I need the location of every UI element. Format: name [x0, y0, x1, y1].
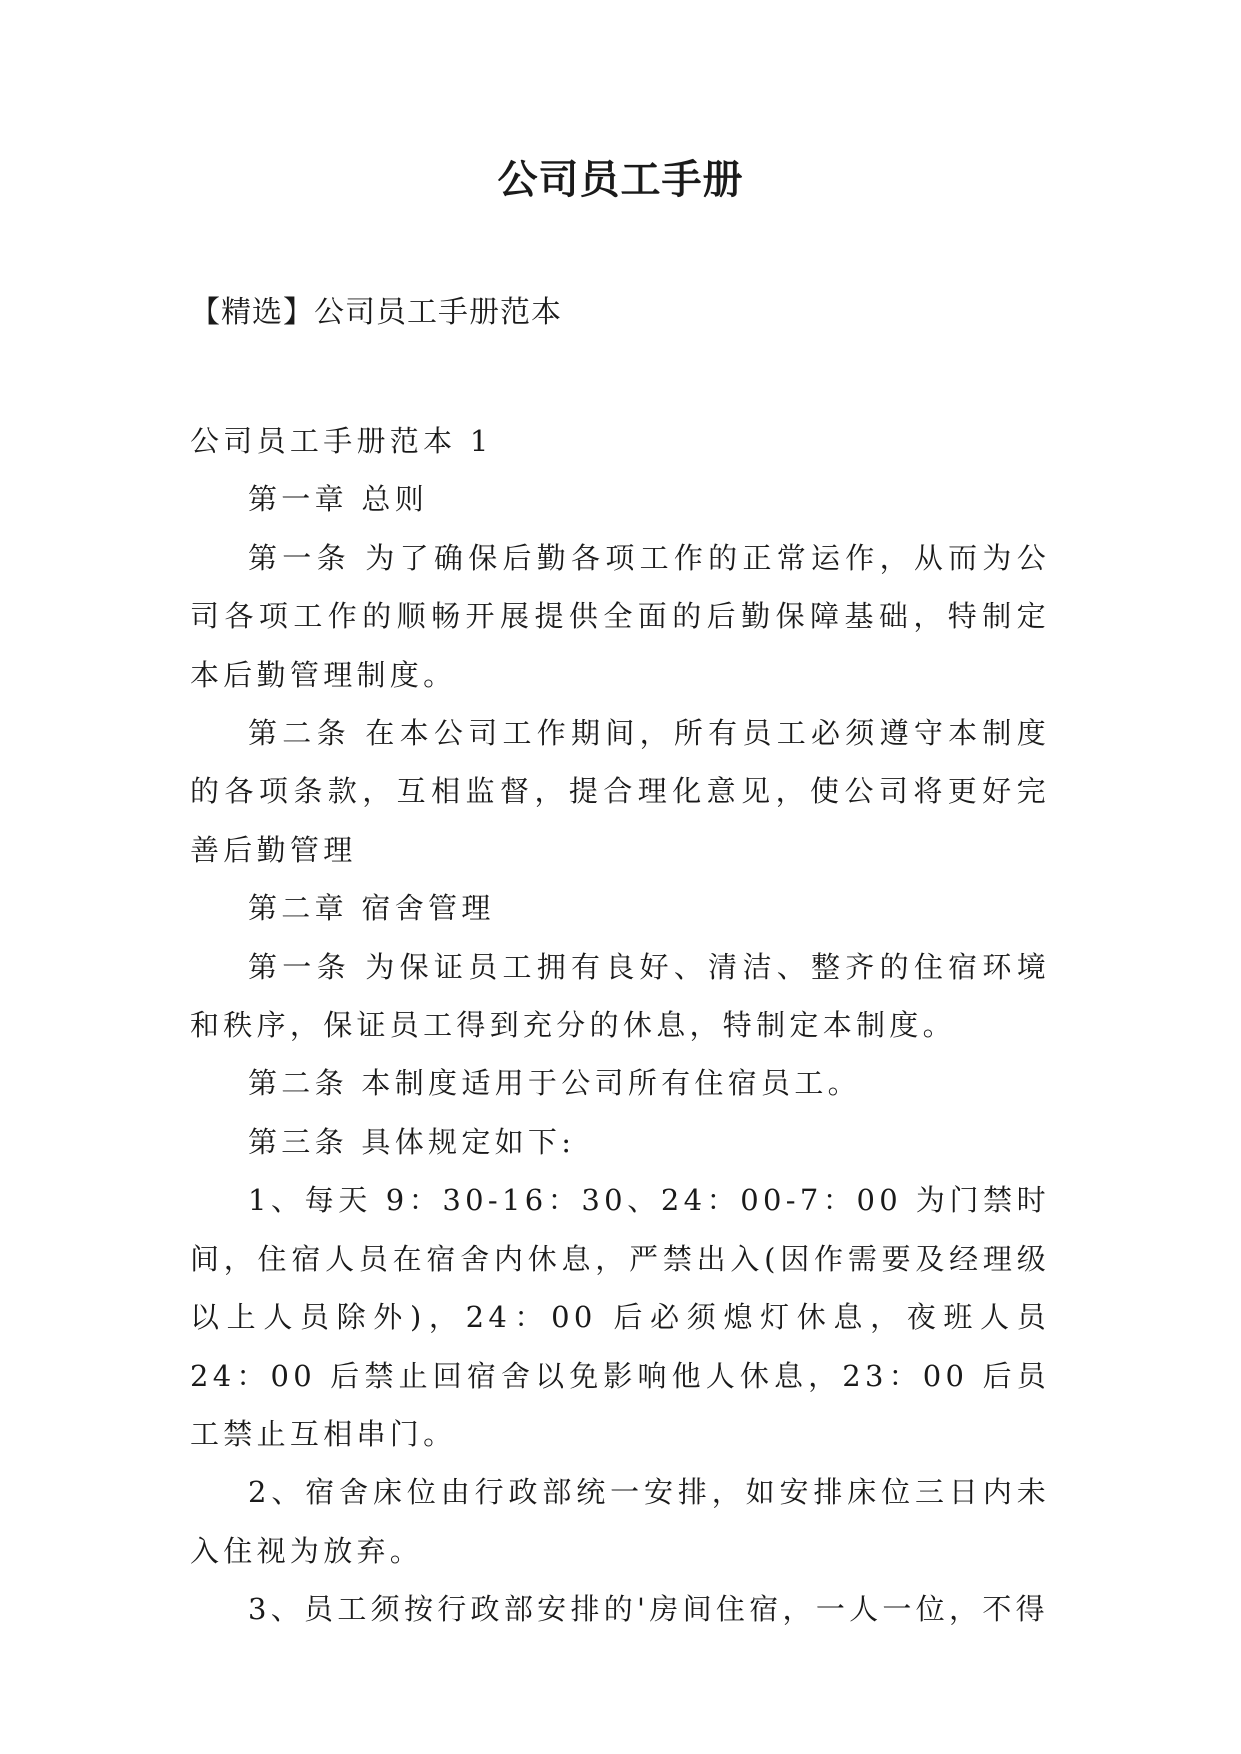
list-item: 1、每天 9：30-16：30、24：00-7：00 为门禁时间，住宿人员在宿舍内休息，严禁出入(因作需要及经理级以上人员除外)，24：00 后必须熄灯休息，夜班人员 24：00 后禁止回宿舍以免影响他人休息，23：00 后员工禁止互相串门。	[190, 1183, 1050, 1451]
paragraph: 第一条 为保证员工拥有良好、清洁、整齐的住宿环境和秩序，保证员工得到充分的休息，特制定本制度。	[190, 949, 1050, 1043]
paragraph: 第三条 具体规定如下:	[248, 1124, 576, 1159]
list-item: 2、宿舍床位由行政部统一安排，如安排床位三日内未入住视为放弃。	[190, 1475, 1050, 1568]
document-subtitle: 【精选】公司员工手册范本	[190, 295, 562, 330]
paragraph: 第二条 本制度适用于公司所有住宿员工。	[248, 1066, 861, 1101]
paragraph: 第二条 在本公司工作期间，所有员工必须遵守本制度的各项条款，互相监督，提合理化意见，使公司将更好完善后勤管理	[190, 716, 1050, 867]
chapter-heading: 第一章 总则	[248, 482, 429, 517]
list-item: 3、员工须按行政部安排的'房间住宿，一人一位，不得	[248, 1592, 1049, 1627]
document-title: 公司员工手册	[497, 156, 744, 203]
document-body	[190, 412, 1050, 1639]
paragraph: 第一条 为了确保后勤各项工作的正常运作，从而为公司各项工作的顺畅开展提供全面的后勤保障基础，特制定本后勤管理制度。	[190, 540, 1050, 692]
section-heading: 公司员工手册范本 1	[190, 424, 493, 458]
chapter-heading: 第二章 宿舍管理	[248, 891, 495, 926]
